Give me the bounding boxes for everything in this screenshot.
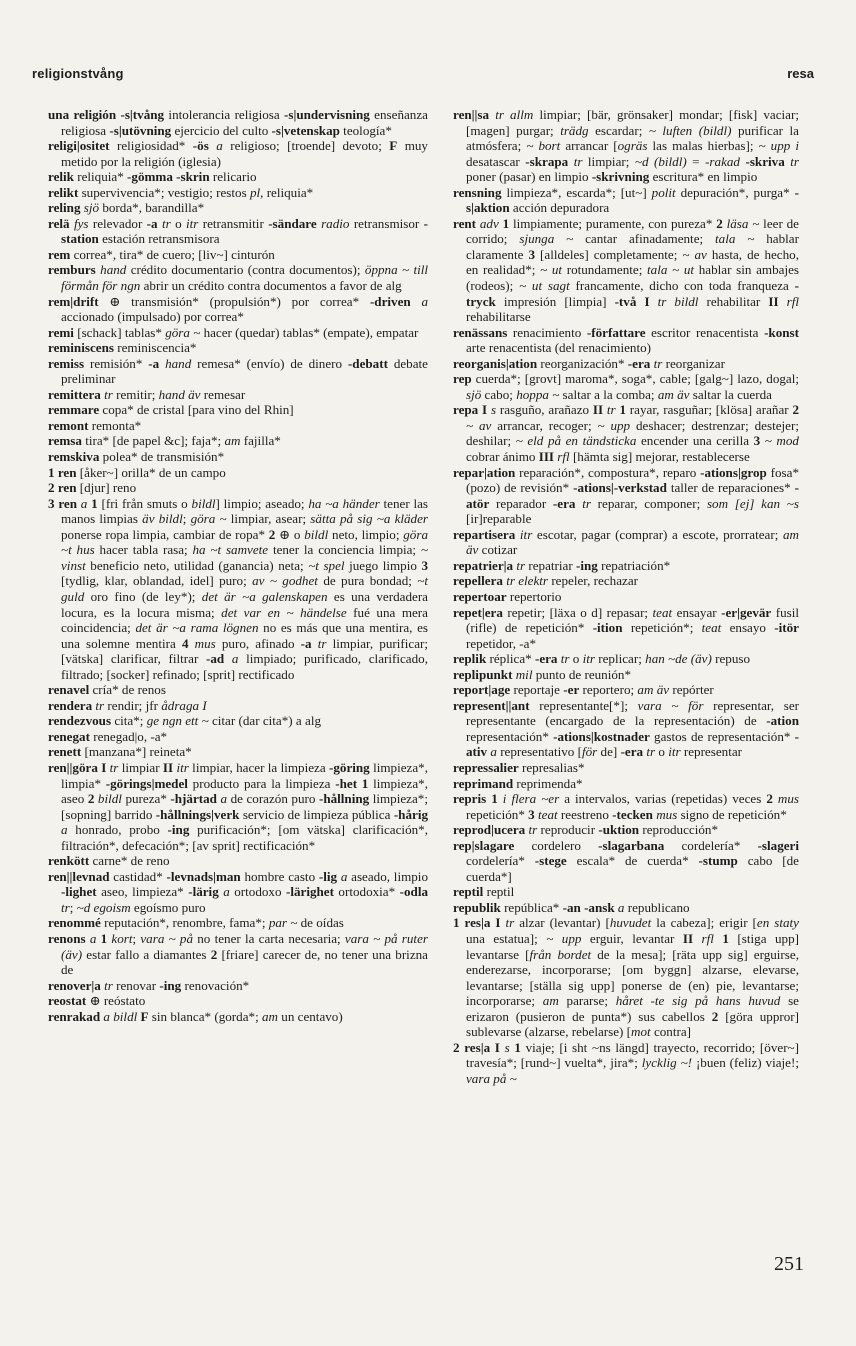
dictionary-entry: relik reliquia* -gömma -skrin relicario [48,169,257,185]
dictionary-entry: ren||levnad castidad* -levnads|man hombre casto -lig a aseado, limpio -lighet aseo, limpieza* -lärig a ortodoxo -lärighet ortodoxia* -odla tr; ~d egoism egoísmo puro [48,868,428,915]
dictionary-entry: renkött carne* de reno [48,853,170,869]
dictionary-entry: 1 res|a I tr alzar (levantar) [huvudet la cabeza]; erigir [en staty una estatua]; ~ upp erguir, levantar II rfl 1 [stiga upp] levantarse [från bordet de la mesa]; [räta upp sig] erguirse, enderezarse, incorporarse; [om byggn] alzarse, elevarse, levantarse; [ställa sig upp] ponerse de (en) pie, levantarse; incorporarse; am pararse; håret -te sig på hans huvud se erizaron (pusieron de punta*) sus cabellos 2 [göra uppror] sublevarse (alzarse, rebelarse) [mot contra] [453,915,799,1040]
dictionary-entry: 3 ren a 1 [fri från smuts o bildl] limpio; aseado; ha ~a händer tener las manos limpias äv bildl; göra ~ limpiar, asear; sätta på sig ~a kläder ponerse ropa limpia, cambiar de ropa* 2 ⊕ o bildl neto, limpio; göra ~t hus hacer tabla rasa; ha ~t samvete tener la conciencia limpia; ~ vinst beneficio neto, utilidad (ganancia) neta; ~t spel juego limpio 3 [tydlig, klar, oblandad, idel] puro; av ~ godhet de pura bondad; ~t guld oro fino (de ley*); det är ~a galenskapen es una verdadera locura, es la locura misma; det var en ~ händelse fué una mera coincidencia; det är ~a rama lögnen no es más que una mentira, es una solemne mentira 4 mus puro, afinado -a tr limpiar, purificar; [vätska] clarificar, filtrar -ad a limpiado; purificado, clarificado, filtrado; [socker] refinado; [sprit] rectificado [48,495,429,682]
dictionary-entry: remittera tr remitir; hand äv remesar [48,386,246,402]
dictionary-entry: 2 ren [djur] reno [48,480,137,496]
left-column [48,107,428,1024]
dictionary-entry: renommé reputación*, renombre, fama*; par ~ de oídas [48,915,344,931]
dictionary-entry: rep|slagare cordelero -slagarbana cordelería* -slageri cordelería* -stege escala* de cuerda* -stump cabo [de cuerda*] [453,837,800,884]
dictionary-entry: reminiscens reminiscencia* [48,340,197,356]
dictionary-entry: repet|era repetir; [läxa o d] repasar; teat ensayar -er|gevär fusil (rifle) de repetición* -ition repetición*; teat ensayo -itör repetidor, -a* [453,604,799,651]
dictionary-entry: rem|drift ⊕ transmisión* (propulsión*) por correa* -driven a accionado (impulsado) por correa* [48,293,428,325]
dictionary-entry: relikt supervivencia*; vestigio; restos pl, reliquia* [48,184,314,200]
dictionary-entry: renässans renacimiento -författare escritor renacentista -konst arte renacentista (del renacimiento) [453,324,799,356]
dictionary-entry: rep cuerda*; [grovt] maroma*, soga*, cable; [galg~] lazo, dogal; sjö cabo; hoppa ~ saltar a la comba; am äv saltar la cuerda [453,371,799,402]
dictionary-entry: rendezvous cita*; ge ngn ett ~ citar (dar cita*) a alg [48,713,322,729]
dictionary-entry: repressalier represalias* [453,759,585,775]
dictionary-entry: renover|a tr renovar -ing renovación* [48,977,250,993]
dictionary-entry: remmare copa* de cristal [para vino del Rhin] [48,402,294,418]
dictionary-entry: replipunkt mil punto de reunión* [453,666,632,682]
dictionary-entry: repa I s rasguño, arañazo II tr 1 rayar, rasguñar; [klösa] arañar 2 ~ av arrancar, recoger; ~ upp deshacer; destrenzar; destejer; deshilar; ~ eld på en tändsticka encender una cerilla 3 ~ mod cobrar ánimo III rfl [hämta sig] mejorar, restablecerse [453,402,799,465]
running-head-left: religionstvång [32,66,124,81]
dictionary-entry: ren||göra I tr limpiar II itr limpiar, hacer la limpieza -göring limpieza*, limpia* -görings|medel producto para la limpieza -het 1 limpieza*, aseo 2 bildl pureza* -hjärtad a de corazón puro -hållning limpieza*; [sopning] barrido -hållnings|verk servicio de limpieza pública -hårig a honrado, probo -ing purificación*; [om vätska] clarificación*, filtración*, defecación*; [av sprit] rectificación* [48,759,428,853]
dictionary-entry: relä fys relevador -a tr o itr retransmitir -sändare radio retransmisor -station estación retransmisora [48,215,429,247]
dictionary-entry: renegat renegad|o, -a* [48,728,168,744]
page-number: 251 [774,1253,804,1275]
dictionary-entry: repertoar repertorio [453,588,562,604]
dictionary-entry: replik réplica* -era tr o itr replicar; han ~de (äv) repuso [453,651,751,667]
dictionary-entry: rent adv 1 limpiamente; puramente, con pureza* 2 läsa ~ leer de corrido; sjunga ~ cantar afinadamente; tala ~ hablar claramente 3 [alldeles] completamente; ~ av hasta, de hecho, en realidad*; ~ ut rotundamente; tala ~ ut hablar sin ambajes (rodeos); ~ ut sagt francamente, dicho con toda franqueza -tryck impresión [limpia] -två I tr bildl rehabilitar II rfl rehabilitarse [453,215,799,325]
dictionary-entry: remi [schack] tablas* göra ~ hacer (quedar) tablas* (empate), empatar [48,324,419,340]
dictionary-entry: remskiva polea* de transmisión* [48,449,225,465]
dictionary-entry: renavel cría* de renos [48,682,166,698]
dictionary-entry: renrakad a bildl F sin blanca* (gorda*; am un centavo) [48,1008,343,1024]
dictionary-entry: reprod|ucera tr reproducir -uktion reproducción* [453,822,718,838]
dictionary-entry: ren||sa tr allm limpiar; [bär, grönsaker] mondar; [fisk] vaciar; [magen] purgar; trädg escardar; ~ luften (bildl) purificar la atmósfera; ~ bort arrancar [ogräs las malas hierbas]; ~ upp i desatascar -skrapa tr limpiar; ~d (bildl) = -rakad -skriva tr poner (pasar) en limpio -skrivning escritura* en limpio [453,107,799,185]
dictionary-entry: repatrier|a tr repatriar -ing repatriación* [453,557,671,573]
dictionary-entry: remsa tira* [de papel &c]; faja*; am fajilla* [48,433,281,449]
dictionary-entry: remont remonta* [48,417,142,433]
right-column [453,107,799,1086]
dictionary-entry: renons a 1 kort; vara ~ på no tener la carta necesaria; vara ~ på ruter (äv) estar fallo a diamantes 2 [friare] carecer de, no tener una brizna de [48,930,428,978]
dictionary-entry: religi|ositet religiosidad* -ös a religioso; [troende] devoto; F muy metido por la religión (iglesia) [48,138,428,169]
dictionary-entry: 1 ren [åker~] orilla* de un campo [48,464,226,480]
dictionary-entry: repris 1 i flera ~er a intervalos, varias (repetidas) veces 2 mus repetición* 3 teat reestreno -tecken mus signo de repetición* [453,791,799,822]
dictionary-entry: renett [manzana*] reineta* [48,744,192,760]
dictionary-entry: represent||ant representante[*]; vara ~ för representar, ser representante (encargado de la representación) de -ation representación* -ations|kostnader gastos de representación* -ativ a representativo [för de] -era tr o itr representar [453,697,799,760]
dictionary-entry: 2 res|a I s 1 viaje; [i sht ~ns längd] trayecto, recorrido; [över~] travesía*; [rund~] vuelta*, jira*; lycklig ~! ¡buen (feliz) viaje!; vara på ~ [453,1039,800,1086]
dictionary-entry: reprimand reprimenda* [453,775,583,791]
dictionary-entry: rensning limpieza*, escarda*; [ut~] polit depuración*, purga* -s|aktion acción depuradora [453,184,799,216]
dictionary-entry: reostat ⊕ reóstato [48,993,146,1009]
running-head-right: resa [787,66,814,81]
dictionary-entry: repellera tr elektr repeler, rechazar [453,573,639,589]
dictionary-entry: republik república* -an -ansk a republicano [453,899,690,915]
dictionary-entry: remiss remisión* -a hand remesa* (envío) de dinero -debatt debate preliminar [48,355,428,387]
dictionary-entry: una religión -s|tvång intolerancia religiosa -s|undervisning enseñanza religiosa -s|utövning ejercicio del culto -s|vetenskap teología* [48,107,428,138]
dictionary-entry: repar|ation reparación*, compostura*, reparo -ations|grop fosa* (pozo) de revisión* -ations|-verkstad taller de reparaciones* -atör reparador -era tr reparar, componer; som [ej] kan ~s [ir]reparable [453,464,799,527]
dictionary-entry: rem correa*, tira* de cuero; [liv~] cinturón [48,246,275,262]
dictionary-entry: reling sjö borda*, barandilla* [48,200,205,216]
dictionary-entry: reptil reptil [453,884,515,900]
dictionary-entry: repartisera itr escotar, pagar (comprar) a escote, prorratear; am äv cotizar [453,526,799,558]
dictionary-entry: rendera tr rendir; jfr ådraga I [48,697,207,713]
dictionary-entry: remburs hand crédito documentario (contra documentos); öppna ~ till förmån för ngn abrir un crédito contra documentos a favor de alg [48,262,429,294]
dictionary-entry: report|age reportaje -er reportero; am äv repórter [453,682,714,698]
dictionary-entry: reorganis|ation reorganización* -era tr reorganizar [453,355,725,371]
